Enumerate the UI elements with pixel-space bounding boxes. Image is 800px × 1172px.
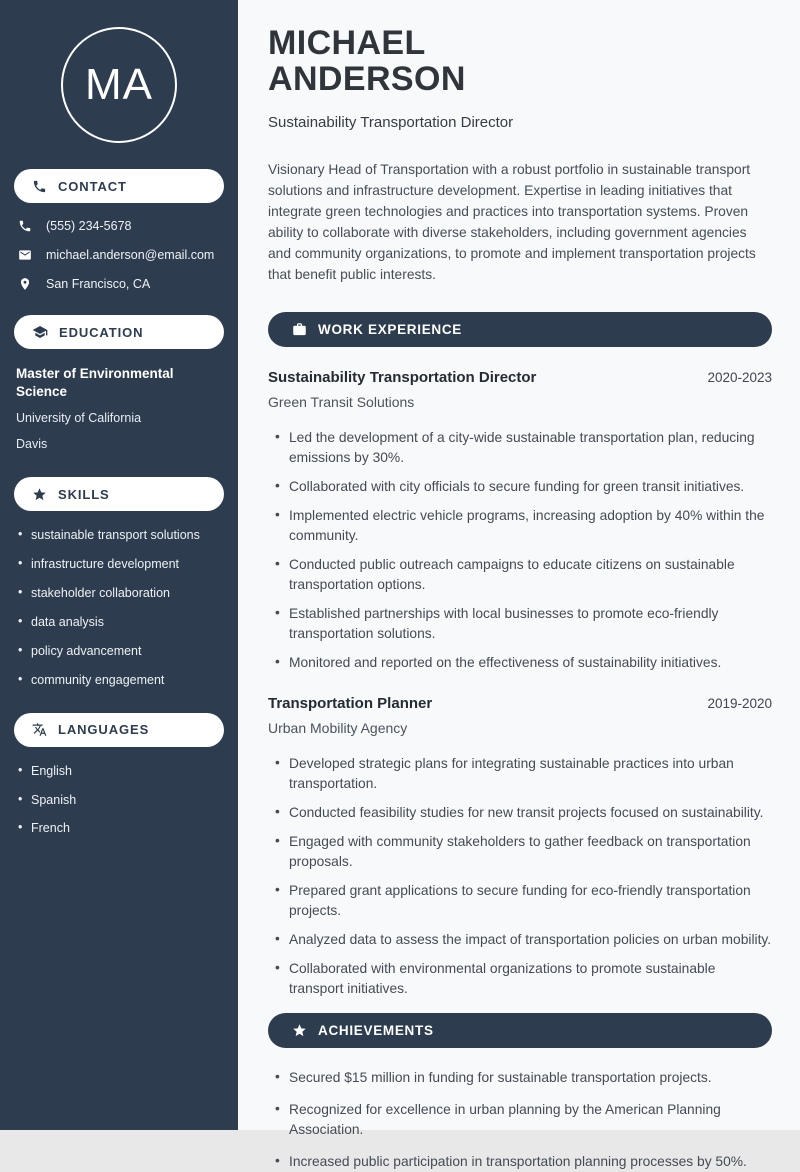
languages-section xyxy=(14,713,224,838)
job-bullet: • Conducted feasibility studies for new transit projects focused on sustainability. xyxy=(272,803,772,823)
graduation-cap-icon xyxy=(32,324,48,340)
skill-item: • community engagement xyxy=(16,672,222,689)
phone-icon xyxy=(32,179,47,194)
summary-paragraph: Visionary Head of Transportation with a robust portfolio in sustainable transport solutions and infrastructure development. Expertise in leading initiatives that integrate green technologies and practices into transportation systems. Proven ability to collaborate with diverse stakeholders, including government agencies and community organizations, to promote and implement transportation projects that benefit public interests. xyxy=(268,162,756,283)
job-bullet: • Prepared grant applications to secure funding for eco-friendly transportation projects. xyxy=(272,881,772,921)
contact-heading-pill xyxy=(14,169,224,203)
job-dates: 2020-2023 xyxy=(707,370,772,386)
job-bullet-list xyxy=(268,428,772,673)
achievements-list xyxy=(268,1068,772,1172)
job-bullet: • Collaborated with city officials to secure funding for green transit initiatives. xyxy=(272,477,772,497)
achievement-bullet: • Increased public participation in transportation planning processes by 50%. xyxy=(272,1152,772,1172)
contact-location-row xyxy=(14,277,224,291)
languages-heading-pill xyxy=(14,713,224,747)
contact-email-row xyxy=(14,248,224,262)
contact-heading: CONTACT xyxy=(58,178,127,194)
job-company: Green Transit Solutions xyxy=(268,394,415,411)
briefcase-icon xyxy=(292,322,307,337)
work-experience-heading: WORK EXPERIENCE xyxy=(318,322,463,338)
job-bullet: • Led the development of a city-wide sustainable transportation plan, reducing emissions by 30%. xyxy=(272,428,772,468)
person-name xyxy=(268,26,772,97)
avatar-wrap xyxy=(14,27,224,143)
languages-heading: LANGUAGES xyxy=(58,722,150,738)
achievement-bullet: • Secured $15 million in funding for sustainable transportation projects. xyxy=(272,1068,772,1088)
job-bullet: • Conducted public outreach campaigns to educate citizens on sustainable transportation options. xyxy=(272,555,772,595)
contact-phone-row xyxy=(14,219,224,233)
achievements-banner xyxy=(268,1013,772,1048)
skills-heading-pill xyxy=(14,477,224,511)
achievement-bullet: • Recognized for excellence in urban planning by the American Planning Association. xyxy=(272,1100,772,1140)
skills-list xyxy=(14,527,224,688)
skill-item: • policy advancement xyxy=(16,643,222,660)
job-header xyxy=(268,369,772,386)
person-title: Sustainability Transportation Director xyxy=(268,114,514,132)
education-heading-pill xyxy=(14,315,224,349)
avatar-initials: MA xyxy=(85,60,153,109)
job-title: Transportation Planner xyxy=(268,695,433,713)
education-degree: Master of Environmental Science xyxy=(16,366,174,400)
language-item: • Spanish xyxy=(16,792,222,809)
job-bullet: • Engaged with community stakeholders to gather feedback on transportation proposals. xyxy=(272,832,772,872)
job-header xyxy=(268,695,772,712)
language-item: • English xyxy=(16,763,222,780)
contact-section xyxy=(14,169,224,291)
job-bullet: • Analyzed data to assess the impact of transportation policies on urban mobility. xyxy=(272,930,772,950)
first-name: MICHAEL xyxy=(268,24,426,62)
job-title: Sustainability Transportation Director xyxy=(268,369,537,387)
email-icon xyxy=(18,248,32,262)
language-item: • French xyxy=(16,820,222,837)
main-content xyxy=(238,0,800,1170)
skill-item: • data analysis xyxy=(16,614,222,631)
star-icon xyxy=(292,1023,307,1038)
job-bullet: • Collaborated with environmental organizations to promote sustainable transport initiatives. xyxy=(272,959,772,999)
skill-item: • stakeholder collaboration xyxy=(16,585,222,602)
job-entry xyxy=(268,369,772,673)
job-bullet: • Implemented electric vehicle programs, increasing adoption by 40% within the community. xyxy=(272,506,772,546)
contact-location: San Francisco, CA xyxy=(46,277,151,291)
education-school: University of California xyxy=(16,411,142,426)
skill-item: • sustainable transport solutions xyxy=(16,527,222,544)
job-bullet: • Monitored and reported on the effectiveness of sustainability initiatives. xyxy=(272,653,772,673)
translate-icon xyxy=(32,722,47,737)
location-pin-icon xyxy=(18,277,32,291)
education-heading: EDUCATION xyxy=(59,324,144,340)
work-experience-banner xyxy=(268,312,772,347)
job-entry xyxy=(268,695,772,999)
contact-phone: (555) 234-5678 xyxy=(46,219,132,233)
sidebar xyxy=(0,0,238,1130)
achievements-heading: ACHIEVEMENTS xyxy=(318,1023,434,1039)
education-campus: Davis xyxy=(16,436,48,451)
job-bullet: • Established partnerships with local businesses to promote eco-friendly transportation solutions. xyxy=(272,604,772,644)
job-bullet: • Developed strategic plans for integrating sustainable practices into urban transportation. xyxy=(272,754,772,794)
job-company: Urban Mobility Agency xyxy=(268,720,408,737)
avatar xyxy=(61,27,177,143)
job-dates: 2019-2020 xyxy=(707,696,772,712)
last-name: ANDERSON xyxy=(268,59,466,98)
skill-item: • infrastructure development xyxy=(16,556,222,573)
phone-icon xyxy=(18,219,32,233)
skills-heading: SKILLS xyxy=(58,486,110,502)
skills-section xyxy=(14,477,224,688)
contact-email: michael.anderson@email.com xyxy=(46,248,215,262)
languages-list xyxy=(14,763,224,838)
star-icon xyxy=(32,487,47,502)
education-section xyxy=(14,315,224,453)
job-bullet-list xyxy=(268,754,772,999)
